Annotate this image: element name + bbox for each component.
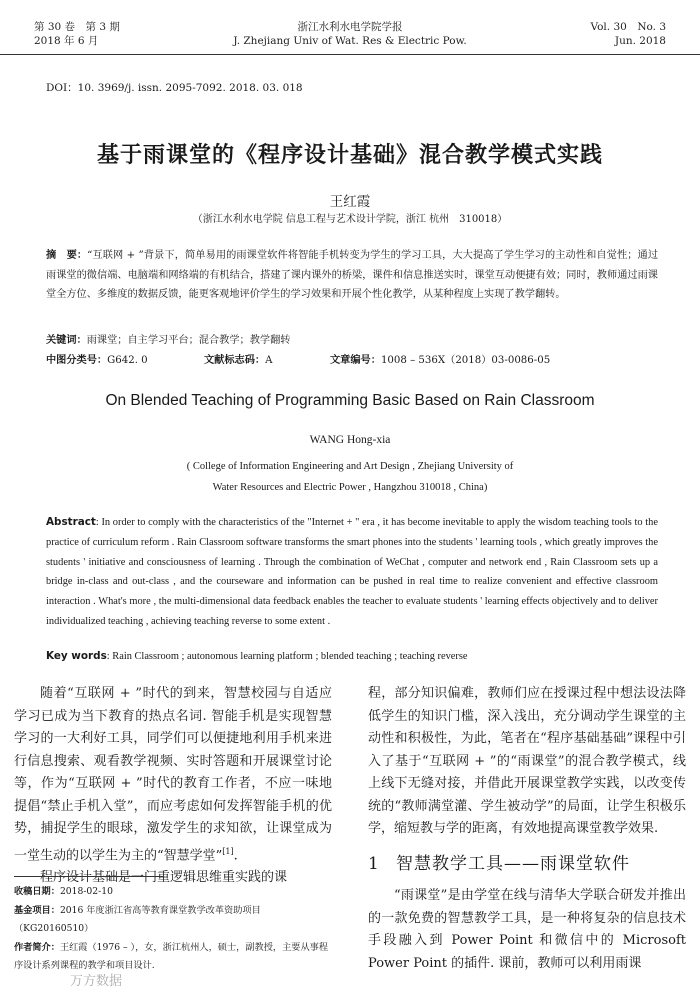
header-rule xyxy=(0,54,700,55)
citation-ref[interactable]: [1] xyxy=(222,846,234,856)
article-id xyxy=(330,351,550,366)
abstract-en-text: : In order to comply with the characteristics of the "Internet + " era , it has become inevitable to apply the wisdom teaching tools to the practice of curriculum reform . Rain Classroom software transforms the smart phones into the students ' learning tools , which greatly improves the students ' initiative and consciousness of learning . Through the combination of WeChat , computer and network end , Rain Classroom sets up a bridge in-class and out-class , and the courseware and information can be pushed in real time to realize convenient and effective classroom interaction . What's more , the multi-dimensional data feedback enables the teacher to evaluate students ' learning effects objectively and to deliver individualized teaching , achieving teaching reverse to some extent . xyxy=(46,517,658,627)
keywords-zh-text: 雨课堂；自主学习平台；混合教学；教学翻转 xyxy=(86,335,291,346)
keywords-en-text: : Rain Classroom ; autonomous learning platform ; blended teaching ; teaching reverse xyxy=(106,651,468,662)
body-column-right xyxy=(368,683,686,975)
keywords-zh-label: 关键词： xyxy=(46,335,87,346)
body-paragraph xyxy=(14,683,332,867)
fund-label: 基金项目： xyxy=(14,904,60,916)
affiliation-en-line2: Water Resources and Electric Power , Hangzhou 310018 , China) xyxy=(212,482,488,493)
keywords-en-label: Key words xyxy=(46,650,107,662)
volume-issue: 第 30 卷 第 3 期 xyxy=(34,21,120,33)
footnote-bio xyxy=(14,939,334,976)
received-label: 收稿日期： xyxy=(14,886,60,897)
issue-date-en: Jun. 2018 xyxy=(614,35,666,47)
bio-value: 王红霞（1976 – ），女，浙江杭州人，硕士，副教授，主要从事程序设计系列课程的教学和项目设计. xyxy=(14,941,329,971)
journal-name-zh: 浙江水利水电学院学报 xyxy=(297,21,403,33)
classification-line xyxy=(46,351,658,367)
document-code xyxy=(204,351,272,366)
author-zh: 王红霞 xyxy=(329,194,371,210)
body-paragraph: 程，部分知识偏难，教师们应在授课过程中想法设法降低学生的知识门槛，深入浅出，充分调动学生课堂的主动性和积极性，为此，笔者在“程序基础基础”课程中引入了基于“互联网 + ”的“雨课堂”的混合教学模式，线上线下无缝对接，并借此开展课堂教学实践，以改变传统的“教师满堂灌、学生被动学”的局面，让学生积极乐学，缩短教与学的距离，有效地提高课堂教学效果. xyxy=(368,686,686,836)
doc-label: 文献标志码： xyxy=(204,355,266,366)
bio-label: 作者简介： xyxy=(14,941,60,953)
affiliation-zh: （浙江水利水电学院 信息工程与艺术设计学院，浙江 杭州 310018） xyxy=(192,214,508,225)
paper-title-zh: 基于雨课堂的《程序设计基础》混合教学模式实践 xyxy=(96,143,603,168)
volume-issue-en: Vol. 30 No. 3 xyxy=(590,21,666,33)
author-en: WANG Hong-xia xyxy=(309,434,391,446)
footnote-received xyxy=(14,883,334,902)
keywords-zh xyxy=(46,331,291,346)
affiliation-en xyxy=(0,456,700,498)
issue-date-zh: 2018 年 6 月 xyxy=(34,35,99,47)
footnotes xyxy=(14,883,334,976)
body-paragraph: 程序设计基础是一门重逻辑思维重实践的课 xyxy=(40,870,288,886)
journal-name-en: J. Zhejiang Univ of Wat. Res & Electric Pow. xyxy=(233,35,467,47)
abstract-zh-text: “互联网 + ”背景下，简单易用的雨课堂软件将智能手机转变为学生的学习工具，大大提高了学生学习的主动性和自觉性；通过雨课堂的微信端、电脑端和网络端的有机结合，搭建了课内课外的桥梁，课件和信息推送实时，课堂互动便捷有效；同时，教师通过雨课堂全方位、多维度的数据反馈，能更客观地评价学生的学习效果和开展个性化教学，从某种程度上实现了教学翻转。 xyxy=(46,250,659,300)
affiliation-en-line1: ( College of Information Engineering and Art Design , Zhejiang University of xyxy=(186,461,514,472)
watermark: 万方数据 xyxy=(70,974,123,989)
section-heading xyxy=(368,853,686,876)
body-paragraph: “雨课堂”是由学堂在线与清华大学联合研发并推出的一款免费的智慧教学工具，是一种将复杂的信息技术手段融入到 Power Point 和微信中的 Microsoft Power Point 的插件. 课前，教师可以利用雨课 xyxy=(368,888,686,971)
abstract-en-label: Abstract xyxy=(46,516,96,528)
abstract-en xyxy=(46,513,658,632)
running-header-right xyxy=(590,20,666,48)
section-title: 智慧教学工具——雨课堂软件 xyxy=(396,853,630,874)
doi: DOI：10. 3969/j. issn. 2095-7092. 2018. 03. 018 xyxy=(46,82,303,94)
footnote-fund xyxy=(14,902,334,939)
body-column-left xyxy=(14,683,332,890)
paragraph-text: 随着“互联网 + ”时代的到来，智慧校园与自适应学习已成为当下教育的热点名词. 智能手机是实现智慧学习的一大利好工具，同学们可以便捷地利用手机来进行信息搜索、观看教学视频、实时答题和开展课堂讨论等，作为“互联网 + ”时代的教育工作者，不应一味地提倡“禁止手机入堂”，而应考虑如何发挥智能手机的优势，捕捉学生的眼球，激发学生的求知欲，让课堂成为一堂生动的以学生为主的“智慧学堂” xyxy=(14,686,332,863)
paragraph-end: . xyxy=(233,847,238,863)
abstract-zh xyxy=(46,246,658,305)
footnote-rule xyxy=(14,876,164,877)
clc-value: G642. 0 xyxy=(107,355,148,366)
article-id-value: 1008 – 536X（2018）03-0086-05 xyxy=(380,355,551,366)
clc-label: 中图分类号： xyxy=(46,355,108,366)
received-value: 2018-02-10 xyxy=(59,886,113,897)
keywords-en xyxy=(46,650,468,662)
fund-value: 2016 年度浙江省高等教育课堂教学改革资助项目（KG20160510） xyxy=(14,904,261,934)
abstract-zh-label: 摘 要： xyxy=(46,250,88,261)
clc-code xyxy=(46,351,148,366)
paper-title-en: On Blended Teaching of Programming Basic Based on Rain Classroom xyxy=(105,392,595,409)
section-number: 1 xyxy=(368,853,380,874)
article-id-label: 文章编号： xyxy=(330,355,381,366)
doc-value: A xyxy=(265,355,273,366)
